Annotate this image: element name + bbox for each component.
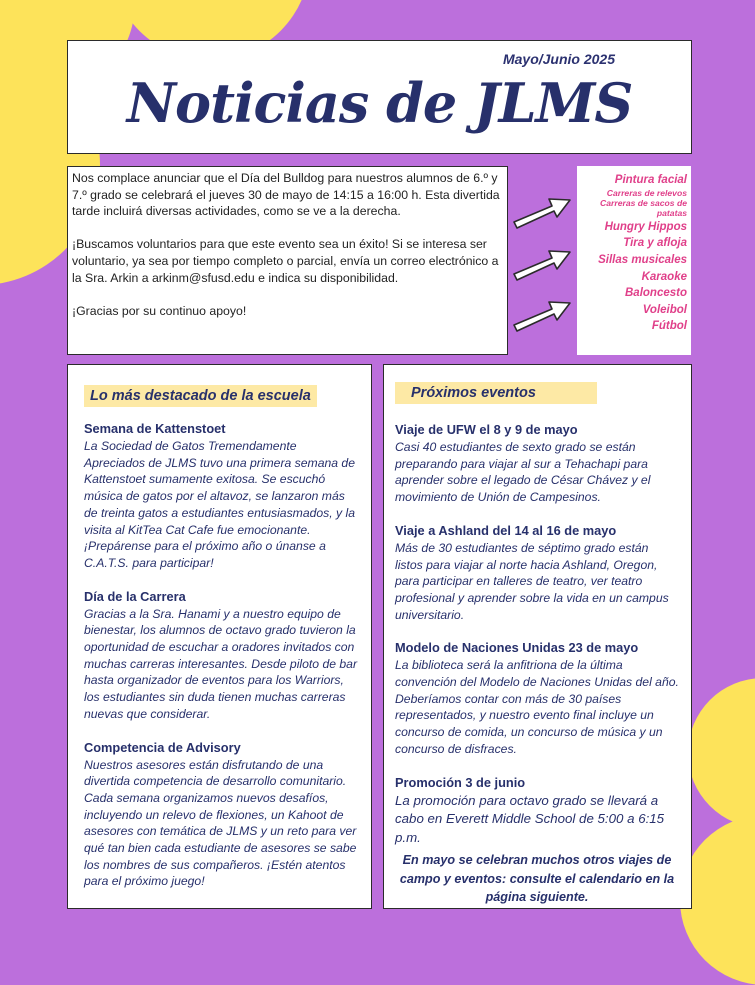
event-item-title: Viaje a Ashland del 14 al 16 de mayo xyxy=(395,522,617,538)
event-item-body: La biblioteca será la anfitriona de la última convención del Modelo de Naciones Unidas del año. Deberíamos contar con más de 30 países representados, y nuestro evento final incluye un concurso de comida, un concurso de música y un concurso de disfraces. xyxy=(395,658,679,756)
event-item-title: Modelo de Naciones Unidas 23 de mayo xyxy=(395,640,639,656)
arrow-right-icon xyxy=(514,302,570,331)
section-heading: Lo más destacado de la escuela xyxy=(84,385,317,407)
news-item-body: Gracias a la Sra. Hanami y a nuestro equipo de bienestar, los alumnos de octavo grado tuvieron la oportunidad de escuchar a oradores invitados con muchas carreras interesantes. Desde piloto de bar hasta organizador de eventos para los Warriors, los estudiantes sin duda tienen muchas carreras nuevas que considerar. xyxy=(84,606,358,721)
highlights-section xyxy=(67,364,372,909)
event-item-title: Promoción 3 de junio xyxy=(395,774,526,790)
activity-item: Pintura facial xyxy=(614,174,687,186)
activity-item: Karaoke xyxy=(641,270,687,283)
news-item xyxy=(84,739,357,891)
news-item-body: La Sociedad de Gatos Tremendamente Apreciados de JLMS tuvo una primera semana de Kattenstoet sumamente exitosa. Se escuchó música de gatos por el altavoz, se lanzaron más de treinta gatos a estudiantes entusiasmados, y la visita al KitTea Cat Cafe fue emocionante. ¡Prepárense para el próximo año o únanse a C.A.T.S. para participar! xyxy=(84,439,355,570)
event-item-body: Más de 30 estudiantes de séptimo grado están listos para viajar al norte hacia Ashland, Oregon, para participar en talleres de teatro, ver teatro profesional y aprender sobre la vida en un campus universitario. xyxy=(395,540,669,622)
newsletter-title: Noticias de JLMS xyxy=(126,71,633,135)
events-section xyxy=(383,364,692,909)
arrow-right-icon xyxy=(514,251,570,280)
event-item xyxy=(395,639,679,757)
event-item xyxy=(395,421,679,506)
event-item-title: Viaje de UFW el 8 y 9 de mayo xyxy=(395,422,578,437)
activity-item: Carreras de sacos de patatas xyxy=(600,198,687,219)
issue-date: Mayo/Junio 2025 xyxy=(502,51,615,67)
arrow-icons xyxy=(512,190,574,340)
activities-list xyxy=(577,166,691,355)
intro-paragraph: ¡Buscamos voluntarios para que este evento sea un éxito! Si se interesa ser voluntario, ya sea por tiempo completo o parcial, envía un correo electrónico a la Sra. Arkin a arkinm@sfusd.edu e indica su disponibilidad. xyxy=(72,237,499,285)
event-item-body: Casi 40 estudiantes de sexto grado se están preparando para viajar al sur a Tehachapi para aprender sobre el legado de César Chávez y el movimiento de Unión de Campesinos. xyxy=(395,440,651,505)
activity-item: Fútbol xyxy=(651,320,687,333)
activity-item: Voleibol xyxy=(642,303,687,316)
news-item xyxy=(84,588,357,723)
activity-item: Baloncesto xyxy=(625,287,687,300)
news-item xyxy=(84,420,357,572)
intro-paragraph: Nos complace anunciar que el Día del Bulldog para nuestros alumnos de 6.º y 7.º grado se celebrará el jueves 30 de mayo de 14:15 a 16:00 h. Esta divertida tarde incluirá diversas actividades, como se ve a la derecha. xyxy=(72,171,500,219)
news-item-title: Competencia de Advisory xyxy=(84,739,241,755)
event-item-body: La promoción para octavo grado se llevará a cabo en Everett Middle School de 5:00 a 6:15 p.m. xyxy=(395,792,665,845)
intro-box xyxy=(67,166,508,355)
event-item xyxy=(395,774,679,848)
activity-item: Hungry Hippos xyxy=(604,220,687,233)
newsletter-header xyxy=(67,40,692,154)
news-item-body: Nuestros asesores están disfrutando de una divertida competencia de desarrollo comunitario. Cada semana organizamos nuevos desafíos, incluyendo un relevo de flexiones, un Kahoot de asesores con temática de JLMS y un reto para ver qué tan bien cada estudiante de asesores se sabe los nombres de sus compañeros. ¡Estén atentos para el próximo juego! xyxy=(84,757,357,889)
arrow-right-icon xyxy=(514,199,570,228)
news-item-title: Día de la Carrera xyxy=(84,588,186,604)
news-item-title: Semana de Kattenstoet xyxy=(84,421,226,436)
intro-paragraph: ¡Gracias por su continuo apoyo! xyxy=(72,303,247,318)
activity-item: Carreras de relevos xyxy=(606,187,687,198)
activity-item: Sillas musicales xyxy=(598,254,687,266)
section-heading: Próximos eventos xyxy=(395,382,597,404)
decor-circle xyxy=(688,678,755,828)
calendar-note: En mayo se celebran muchos otros viajes de campo y eventos: consulte el calendario en la página siguiente. xyxy=(399,853,675,905)
event-item xyxy=(395,522,679,624)
activity-item: Tira y afloja xyxy=(623,237,687,250)
